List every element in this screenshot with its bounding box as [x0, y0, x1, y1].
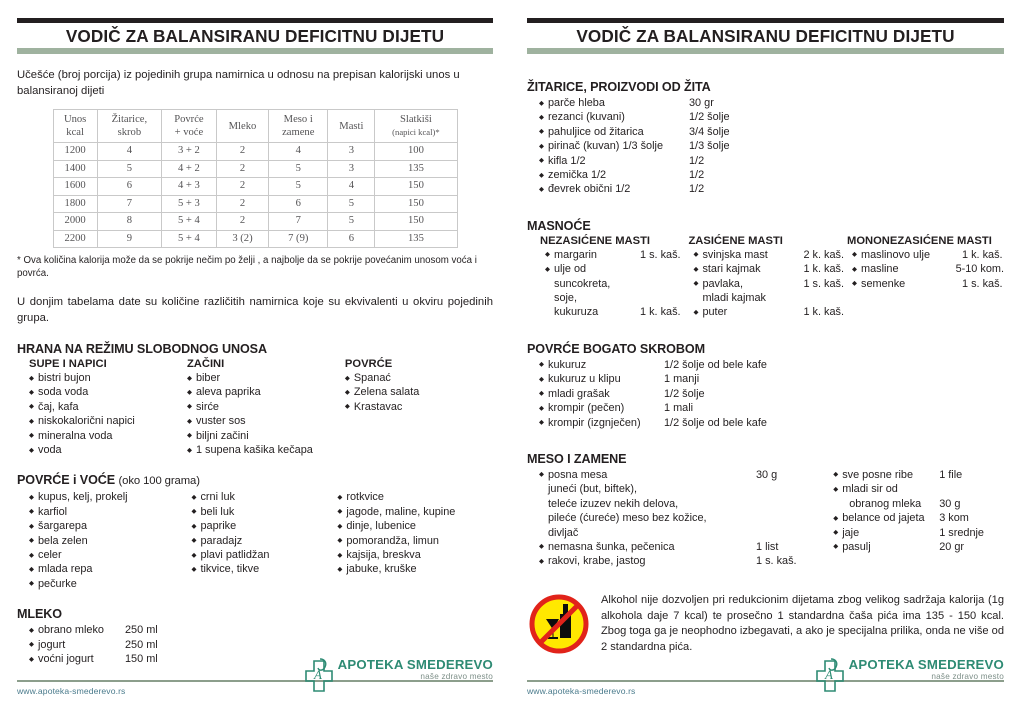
- list-item: [833, 482, 1004, 496]
- item-amount: 30 gr: [689, 97, 714, 109]
- header-green-bar: [527, 48, 1004, 54]
- cell-masti: 3: [328, 143, 375, 161]
- item-amount: 1 s. kaš.: [640, 248, 681, 261]
- vegetables-fruit-list: [191, 490, 337, 576]
- item-name: ◆ margarin: [545, 248, 640, 262]
- free-food-column-vegetables: [345, 358, 493, 457]
- item-name: ◆ krompir (pečen): [539, 401, 664, 415]
- list-item: ◆ jabuke, kruške: [337, 562, 493, 576]
- list-item: [545, 248, 685, 262]
- list-item: ◆ sirće: [187, 400, 345, 414]
- cell-unos: 2200: [53, 230, 97, 248]
- list-item: [852, 248, 1004, 262]
- cell-unos: 1400: [53, 160, 97, 178]
- list-item: [545, 291, 685, 305]
- cell-unos: 1800: [53, 195, 97, 213]
- cell-unos: 1600: [53, 178, 97, 196]
- item-amount: 1/3 šolje: [689, 140, 730, 153]
- cell-meso: 7 (9): [269, 230, 328, 248]
- list-item: ◆ rotkvice: [337, 490, 493, 504]
- item-amount: 2 k. kaš.: [803, 248, 844, 261]
- item-name: ◆ voćni jogurt: [29, 652, 125, 666]
- table-row: [53, 213, 457, 231]
- cell-slatkisi: 150: [375, 178, 457, 196]
- list-item: ◆ aleva paprika: [187, 385, 345, 399]
- list-item: ◆ celer: [29, 548, 191, 562]
- item-name: ◆ stari kajmak: [693, 262, 803, 276]
- item-name: ◆ jogurt: [29, 638, 125, 652]
- col-header-mleko: Mleko: [216, 110, 268, 143]
- cell-povrce: 5 + 3: [161, 195, 216, 213]
- list-item: [539, 511, 833, 525]
- list-item: [539, 526, 833, 540]
- cell-mleko: 2: [216, 143, 268, 161]
- cell-zitarice: 9: [97, 230, 161, 248]
- grains-list: [527, 96, 1004, 197]
- svg-text:A: A: [824, 667, 833, 682]
- item-name: ◆ pasulj: [833, 540, 939, 554]
- item-amount: 150 ml: [125, 653, 158, 666]
- free-food-list: [187, 371, 345, 457]
- cell-mleko: 2: [216, 178, 268, 196]
- list-item: [833, 526, 1004, 540]
- item-amount: 20 gr: [939, 540, 965, 553]
- item-amount: 1 file: [939, 468, 963, 481]
- list-item: ◆ bela zelen: [29, 534, 191, 548]
- section-title-starchy-vegetables: POVRĆE BOGATO SKROBOM: [527, 341, 705, 356]
- item-amount: 3/4 šolje: [689, 125, 730, 138]
- item-name: ◆ svinjska mast: [693, 248, 803, 262]
- section-title-fats: MASNOĆE: [527, 218, 591, 233]
- section-title-free-food: HRANA NA REŽIMU SLOBODNOG UNOSA: [17, 342, 267, 356]
- item-amount: 1 list: [756, 540, 779, 553]
- cell-mleko: 2: [216, 160, 268, 178]
- footer-row: [527, 657, 1004, 697]
- list-item: [545, 277, 685, 291]
- cell-zitarice: 5: [97, 160, 161, 178]
- item-amount: 30 g: [756, 468, 778, 481]
- free-food-list: [345, 371, 493, 414]
- item-name: ◆ mladi grašak: [539, 387, 664, 401]
- list-item: [539, 482, 833, 496]
- cell-unos: 1200: [53, 143, 97, 161]
- list-item: [833, 497, 1004, 511]
- item-name: ◆ jaje: [833, 526, 939, 540]
- list-item: ◆ biljni začini: [187, 429, 345, 443]
- list-item: [545, 305, 685, 319]
- fats-column-unsaturated: [537, 235, 685, 320]
- page-left: [0, 0, 510, 715]
- list-item: [693, 262, 844, 276]
- cell-slatkisi: 100: [375, 143, 457, 161]
- list-item: ◆ soda voda: [29, 385, 187, 399]
- item-name: ◆ ulje od: [545, 262, 640, 276]
- list-item: [539, 401, 1004, 415]
- list-item: [852, 262, 1004, 276]
- table-row: [53, 143, 457, 161]
- item-amount: 1/2: [689, 154, 705, 167]
- fats-list: [537, 248, 685, 320]
- list-item: ◆ paradajz: [191, 534, 337, 548]
- item-name: ◆ pahuljice od žitarica: [539, 125, 689, 139]
- item-amount: 1/2 šolje od bele kafe: [664, 358, 767, 371]
- section-title-meat: MESO I ZAMENE: [527, 451, 627, 466]
- list-item: [539, 358, 1004, 372]
- list-item: [539, 416, 1004, 430]
- vegetables-fruit-list: [29, 490, 191, 591]
- section-title-grains: ŽITARICE, PROIZVODI OD ŽITA: [527, 80, 711, 94]
- page-title: VODIČ ZA BALANSIRANU DEFICITNU DIJETU: [65, 26, 445, 46]
- cell-unos: 2000: [53, 213, 97, 231]
- list-item: ◆ Krastavac: [345, 400, 493, 414]
- cell-povrce: 5 + 4: [161, 230, 216, 248]
- list-item: ◆ Zelena salata: [345, 385, 493, 399]
- item-name: ◆ zemička 1/2: [539, 168, 689, 182]
- section-title-vegetables-fruit: [17, 473, 493, 487]
- item-name: suncokreta,: [554, 277, 611, 290]
- section-title-text: POVRĆE i VOĆE: [17, 473, 116, 488]
- cell-zitarice: 8: [97, 213, 161, 231]
- item-name: ◆ posna mesa: [539, 468, 756, 482]
- list-item: [539, 154, 1004, 168]
- list-item: [539, 139, 1004, 153]
- list-item: ◆ voda: [29, 443, 187, 457]
- calorie-portions-table: [53, 109, 458, 248]
- starchy-vegetables-list: [527, 358, 1004, 430]
- pharmacy-cross-svg: [814, 657, 848, 697]
- list-item: [539, 468, 833, 482]
- column-title: ZASIĆENE MASTI: [688, 234, 783, 247]
- item-name: ◆ kukuruz: [539, 358, 664, 372]
- item-name: ◆ puter: [693, 305, 803, 319]
- cell-masti: 5: [328, 195, 375, 213]
- item-name: ◆ krompir (izgnječen): [539, 416, 664, 430]
- footer-website-link[interactable]: www.apoteka-smederevo.rs: [527, 686, 636, 696]
- table-footnote: * Ova količina kalorija može da se pokrije nečim po želji , a najbolje da se pokrije povećanim unosom voća i povrća.: [17, 255, 477, 279]
- cell-masti: 4: [328, 178, 375, 196]
- meat-columns: [527, 468, 1004, 569]
- no-alcohol-svg: [527, 592, 591, 656]
- item-name: ◆ pavlaka,: [693, 277, 803, 291]
- table-row: [53, 178, 457, 196]
- list-item: ◆ čaj, kafa: [29, 400, 187, 414]
- item-name: ◆ kukuruz u klipu: [539, 372, 664, 386]
- col-header-povrce-voce: Povrće + voće: [161, 110, 216, 143]
- item-name: ◆ nemasna šunka, pečenica: [539, 540, 756, 554]
- list-item: [852, 277, 1004, 291]
- cell-slatkisi: 150: [375, 195, 457, 213]
- list-item: ◆ jagode, maline, kupine: [337, 505, 493, 519]
- item-amount: 250 ml: [125, 638, 158, 651]
- item-name: juneći (but, biftek),: [548, 483, 637, 496]
- list-item: [539, 554, 833, 568]
- list-item: ◆ bistri bujon: [29, 371, 187, 385]
- item-name: ◆ rezanci (kuvani): [539, 110, 689, 124]
- svg-text:A: A: [313, 667, 322, 682]
- list-item: [539, 497, 833, 511]
- list-item: ◆ biber: [187, 371, 345, 385]
- header-green-bar: [17, 48, 493, 54]
- item-name: ◆ mladi sir od: [833, 482, 939, 496]
- pharmacy-cross-icon: [814, 657, 848, 697]
- item-amount: 250 ml: [125, 624, 158, 637]
- cell-meso: 4: [269, 143, 328, 161]
- cell-meso: 5: [269, 160, 328, 178]
- list-item: ◆ Spanać: [345, 371, 493, 385]
- list-item: [539, 168, 1004, 182]
- cell-mleko: 3 (2): [216, 230, 268, 248]
- col-header-slatkisi: Slatkiši (napici kcal)*: [375, 110, 457, 143]
- item-name: ◆ obrano mleko: [29, 623, 125, 637]
- item-amount: 1/2 šolje od bele kafe: [664, 416, 767, 429]
- logo-name: APOTEKA SMEDEREVO: [337, 657, 493, 672]
- item-name: ◆ belance od jajeta: [833, 511, 939, 525]
- list-item: [29, 623, 493, 637]
- no-alcohol-icon: [527, 592, 591, 656]
- table-row: [53, 160, 457, 178]
- list-item: ◆ kajsija, breskva: [337, 548, 493, 562]
- list-item: [539, 110, 1004, 124]
- vegetables-fruit-column-2: [191, 490, 337, 591]
- list-item: ◆ beli luk: [191, 505, 337, 519]
- list-item: ◆ mlada repa: [29, 562, 191, 576]
- logo-slogan: naše zdravo mesto: [931, 672, 1004, 681]
- list-item: ◆ 1 supena kašika kečapa: [187, 443, 345, 457]
- list-item: ◆ paprike: [191, 519, 337, 533]
- cell-mleko: 2: [216, 195, 268, 213]
- col-header-unos: Unos kcal: [53, 110, 97, 143]
- logo-text: [337, 657, 493, 682]
- item-name: mladi kajmak: [702, 292, 766, 305]
- table-header-row: [53, 110, 457, 143]
- list-item: [693, 305, 844, 319]
- item-name: ◆ masline: [852, 262, 956, 276]
- list-item: ◆ karfiol: [29, 505, 191, 519]
- list-item: ◆ pečurke: [29, 577, 191, 591]
- list-item: [539, 125, 1004, 139]
- list-item: ◆ pomorandža, limun: [337, 534, 493, 548]
- list-item: [29, 638, 493, 652]
- column-title: POVRĆE: [344, 358, 393, 370]
- cell-povrce: 5 + 4: [161, 213, 216, 231]
- cell-slatkisi: 135: [375, 160, 457, 178]
- item-amount: 1/2: [689, 183, 705, 196]
- item-amount: 1 manji: [664, 373, 700, 386]
- cell-slatkisi: 135: [375, 230, 457, 248]
- footer-website-link[interactable]: www.apoteka-smederevo.rs: [17, 686, 126, 696]
- item-name: ◆ maslinovo ulje: [852, 248, 962, 262]
- cell-masti: 5: [328, 213, 375, 231]
- item-name: divljač: [548, 526, 579, 539]
- free-food-columns: [17, 358, 493, 457]
- item-amount: 3 kom: [939, 512, 969, 525]
- cell-masti: 6: [328, 230, 375, 248]
- cell-slatkisi: 150: [375, 213, 457, 231]
- equivalents-paragraph: U donjim tabelama date su količine različitih namirnica koje su ekvivalenti u okviru pojedinih grupa.: [17, 296, 493, 324]
- alcohol-warning-text: Alkohol nije dozvoljen pri redukcionim dijetama zbog velikog sadržaja kalorija (1g alkohola daje 7 kcal) te prosečno 1 standardna čaša pića ima 135 - 150 kcal. Zbog toga ga je neophodno izbegavati, a ako je specijalna prilika, onda ne više od 2 standardna pića.: [601, 594, 1004, 653]
- item-name: obranog mleka: [849, 497, 922, 510]
- fats-list: [685, 248, 844, 320]
- item-amount: 1 k. kaš.: [803, 263, 844, 276]
- item-amount: 1 k. kaš.: [640, 306, 681, 319]
- list-item: ◆ dinje, lubenice: [337, 519, 493, 533]
- fats-column-saturated: [685, 235, 844, 320]
- cell-meso: 7: [269, 213, 328, 231]
- list-item: [833, 468, 1004, 482]
- page-footer: [527, 657, 1004, 697]
- item-amount: 1 s. kaš.: [756, 555, 797, 568]
- list-item: [693, 291, 844, 305]
- logo-slogan: naše zdravo mesto: [420, 672, 493, 681]
- pharmacy-cross-svg: [303, 657, 337, 697]
- list-item: [693, 248, 844, 262]
- item-name: ◆ pirinač (kuvan) 1/3 šolje: [539, 139, 689, 153]
- item-amount: 1/2 šolje: [689, 111, 730, 124]
- column-title: NEZASIĆENE MASTI: [540, 234, 651, 247]
- vegetables-fruit-columns: [17, 490, 493, 591]
- column-title: MONONEZASIĆENE MASTI: [847, 234, 992, 247]
- item-amount: 1 mali: [664, 402, 694, 415]
- item-name: ◆ kifla 1/2: [539, 154, 689, 168]
- item-name: ◆ rakovi, krabe, jastog: [539, 554, 756, 568]
- list-item: ◆ vuster sos: [187, 414, 345, 428]
- item-name: ◆ sve posne ribe: [833, 468, 939, 482]
- list-item: [539, 387, 1004, 401]
- apoteka-smederevo-logo: [814, 657, 1004, 697]
- page-title: VODIČ ZA BALANSIRANU DEFICITNU DIJETU: [576, 26, 955, 46]
- column-title: ZAČINI: [186, 358, 225, 370]
- list-item: [539, 96, 1004, 110]
- cell-zitarice: 4: [97, 143, 161, 161]
- col-header-zitarice: Žitarice, skrob: [97, 110, 161, 143]
- item-amount: 1 k. kaš.: [803, 306, 844, 319]
- free-food-column-soups: [29, 358, 187, 457]
- intro-paragraph: Učešće (broj porcija) iz pojedinih grupa namirnica u odnosu na prepisan kalorijski unos u balansiranoj dijeti: [17, 69, 460, 97]
- col-header-masti: Masti: [328, 110, 375, 143]
- item-amount: 5-10 kom.: [955, 263, 1004, 276]
- fats-columns: [527, 235, 1004, 320]
- page-right: [510, 0, 1021, 715]
- cell-mleko: 2: [216, 213, 268, 231]
- list-item: [539, 182, 1004, 196]
- cell-povrce: 4 + 3: [161, 178, 216, 196]
- list-item: ◆ niskokalorični napici: [29, 414, 187, 428]
- table-row: [53, 195, 457, 213]
- pharmacy-cross-icon: [303, 657, 337, 697]
- item-name: pileće (ćureće) meso bez kožice,: [548, 512, 707, 525]
- col-header-meso: Meso i zamene: [269, 110, 328, 143]
- logo-name: APOTEKA SMEDEREVO: [848, 657, 1004, 672]
- item-amount: 1 k. kaš.: [962, 248, 1003, 261]
- list-item: ◆ plavi patlidžan: [191, 548, 337, 562]
- list-item: [545, 262, 685, 276]
- list-item: [833, 511, 1004, 525]
- fats-column-monounsaturated: [844, 235, 1004, 320]
- item-amount: 30 g: [939, 497, 961, 510]
- cell-povrce: 4 + 2: [161, 160, 216, 178]
- list-item: [539, 540, 833, 554]
- section-title-note: (oko 100 grama): [118, 475, 200, 488]
- list-item: ◆ mineralna voda: [29, 429, 187, 443]
- section-title-milk: MLEKO: [17, 607, 62, 622]
- item-name: kukuruza: [554, 306, 599, 319]
- list-item: [833, 540, 1004, 554]
- cell-povrce: 3 + 2: [161, 143, 216, 161]
- vegetables-fruit-list: [337, 490, 493, 576]
- vegetables-fruit-column-3: [337, 490, 493, 591]
- list-item: ◆ kupus, kelj, prokelj: [29, 490, 191, 504]
- item-name: ◆ đevrek obični 1/2: [539, 182, 689, 196]
- item-amount: 1/2 šolje: [664, 387, 705, 400]
- item-name: soje,: [554, 292, 578, 305]
- table-row: [53, 230, 457, 248]
- item-name: ◆ semenke: [852, 277, 962, 291]
- meat-column-right: [833, 468, 1004, 569]
- item-amount: 1 srednje: [939, 526, 984, 539]
- alcohol-warning-block: [527, 592, 1004, 656]
- free-food-column-spices: [187, 358, 345, 457]
- cell-meso: 5: [269, 178, 328, 196]
- meat-column-left: [539, 468, 833, 569]
- list-item: ◆ tikvice, tikve: [191, 562, 337, 576]
- list-item: ◆ šargarepa: [29, 519, 191, 533]
- item-amount: 1 s. kaš.: [803, 277, 844, 290]
- cell-masti: 3: [328, 160, 375, 178]
- vegetables-fruit-column-1: [29, 490, 191, 591]
- cell-zitarice: 6: [97, 178, 161, 196]
- cell-meso: 6: [269, 195, 328, 213]
- list-item: [693, 277, 844, 291]
- cell-zitarice: 7: [97, 195, 161, 213]
- logo-text: [848, 657, 1004, 682]
- fats-list: [844, 248, 1004, 291]
- table-body: [53, 143, 457, 248]
- column-title: SUPE I NAPICI: [29, 358, 107, 370]
- free-food-list: [29, 371, 187, 457]
- item-amount: 1 s. kaš.: [962, 277, 1003, 290]
- item-name: teleće izuzev nekih delova,: [548, 497, 679, 510]
- list-item: [539, 372, 1004, 386]
- item-amount: 1/2: [689, 169, 705, 182]
- list-item: ◆ crni luk: [191, 490, 337, 504]
- item-name: ◆ parče hleba: [539, 96, 689, 110]
- apoteka-smederevo-logo: [303, 657, 493, 697]
